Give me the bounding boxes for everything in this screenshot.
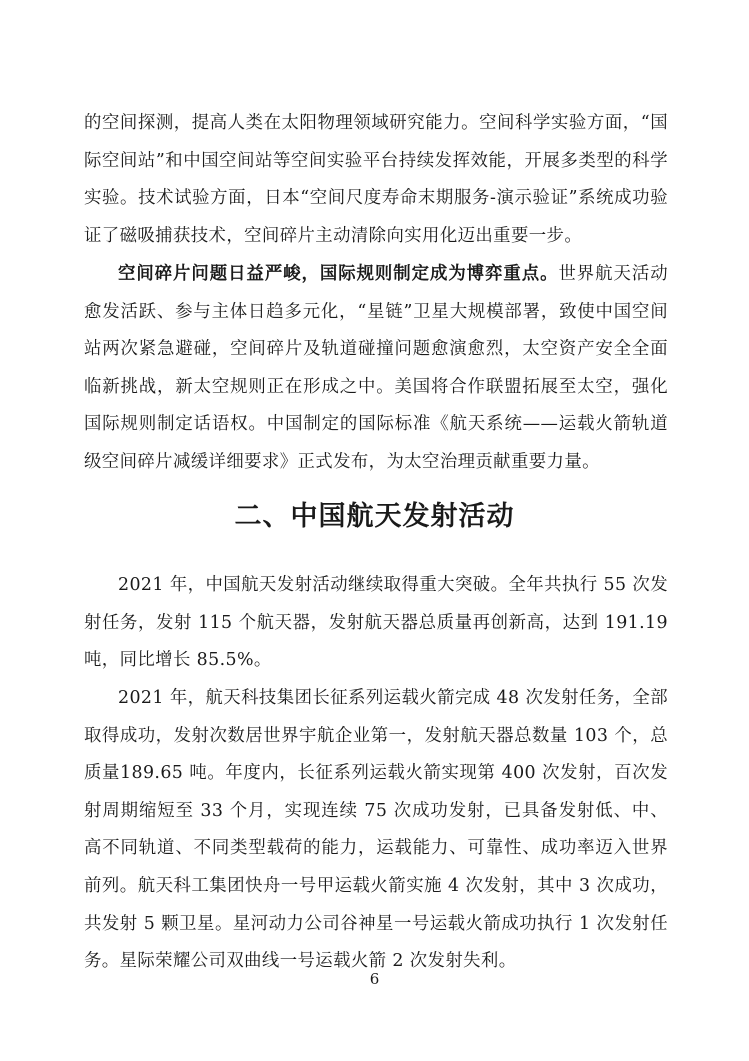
paragraph-launch-details: 2021 年，航天科技集团长征系列运载火箭完成 48 次发射任务，全部取得成功，发射次数居世界宇航企业第一，发射航天器总数量 103 个，总质量189.65 吨。年度内，长征系列运载火箭实现第 400 次发射，百次发射周期缩短至 33 个月，实现连续 75 次成功发射，已具备发射低、中、高不同轨道、不同类型载荷的能力，运载能力、可靠性、成功率迈入世界前列。航天科工集团快舟一号甲运载火箭实施 4 次发射，其中 3 次成功，共发射 5 颗卫星。星河动力公司谷神星一号运载火箭成功执行 1 次发射任务。星际荣耀公司双曲线一号运载火箭 2 次发射失利。: [84, 688, 668, 972]
paragraph-space-debris-body: 世界航天活动愈发活跃、参与主体日趋多元化，“星链”卫星大规模部署，致使中国空间站两次紧急避碰，空间碎片及轨道碰撞问题愈演愈烈，太空资产安全全面临新挑战，新太空规则正在形成之中。美国将合作联盟拓展至太空，强化国际规则制定话语权。中国制定的国际标准《航天系统——运载火箭轨道级空间碎片减缓详细要求》正式发布，为太空治理贡献重要力量。: [84, 264, 669, 472]
paragraph-space-science: 的空间探测，提高人类在太阳物理领域研究能力。空间科学实验方面，“国际空间站”和中国空间站等空间实验平台持续发挥效能，开展多类型的科学实验。技术试验方面，日本“空间尺度寿命末期服务-演示验证”系统成功验证了磁吸捕获技术，空间碎片主动清除向实用化迈出重要一步。: [84, 113, 668, 246]
page-number: 6: [369, 970, 380, 988]
paragraph-launch-summary: 2021 年，中国航天发射活动继续取得重大突破。全年共执行 55 次发射任务，发射 115 个航天器，发射航天器总质量再创新高，达到 191.19 吨，同比增长 85.5%。: [84, 575, 668, 671]
paragraph-space-debris: [84, 256, 668, 482]
paragraph-space-debris-lead: 空间碎片问题日益严峻，国际规则制定成为博弈重点。: [118, 264, 559, 284]
section-heading: 二、中国航天发射活动: [234, 501, 515, 532]
